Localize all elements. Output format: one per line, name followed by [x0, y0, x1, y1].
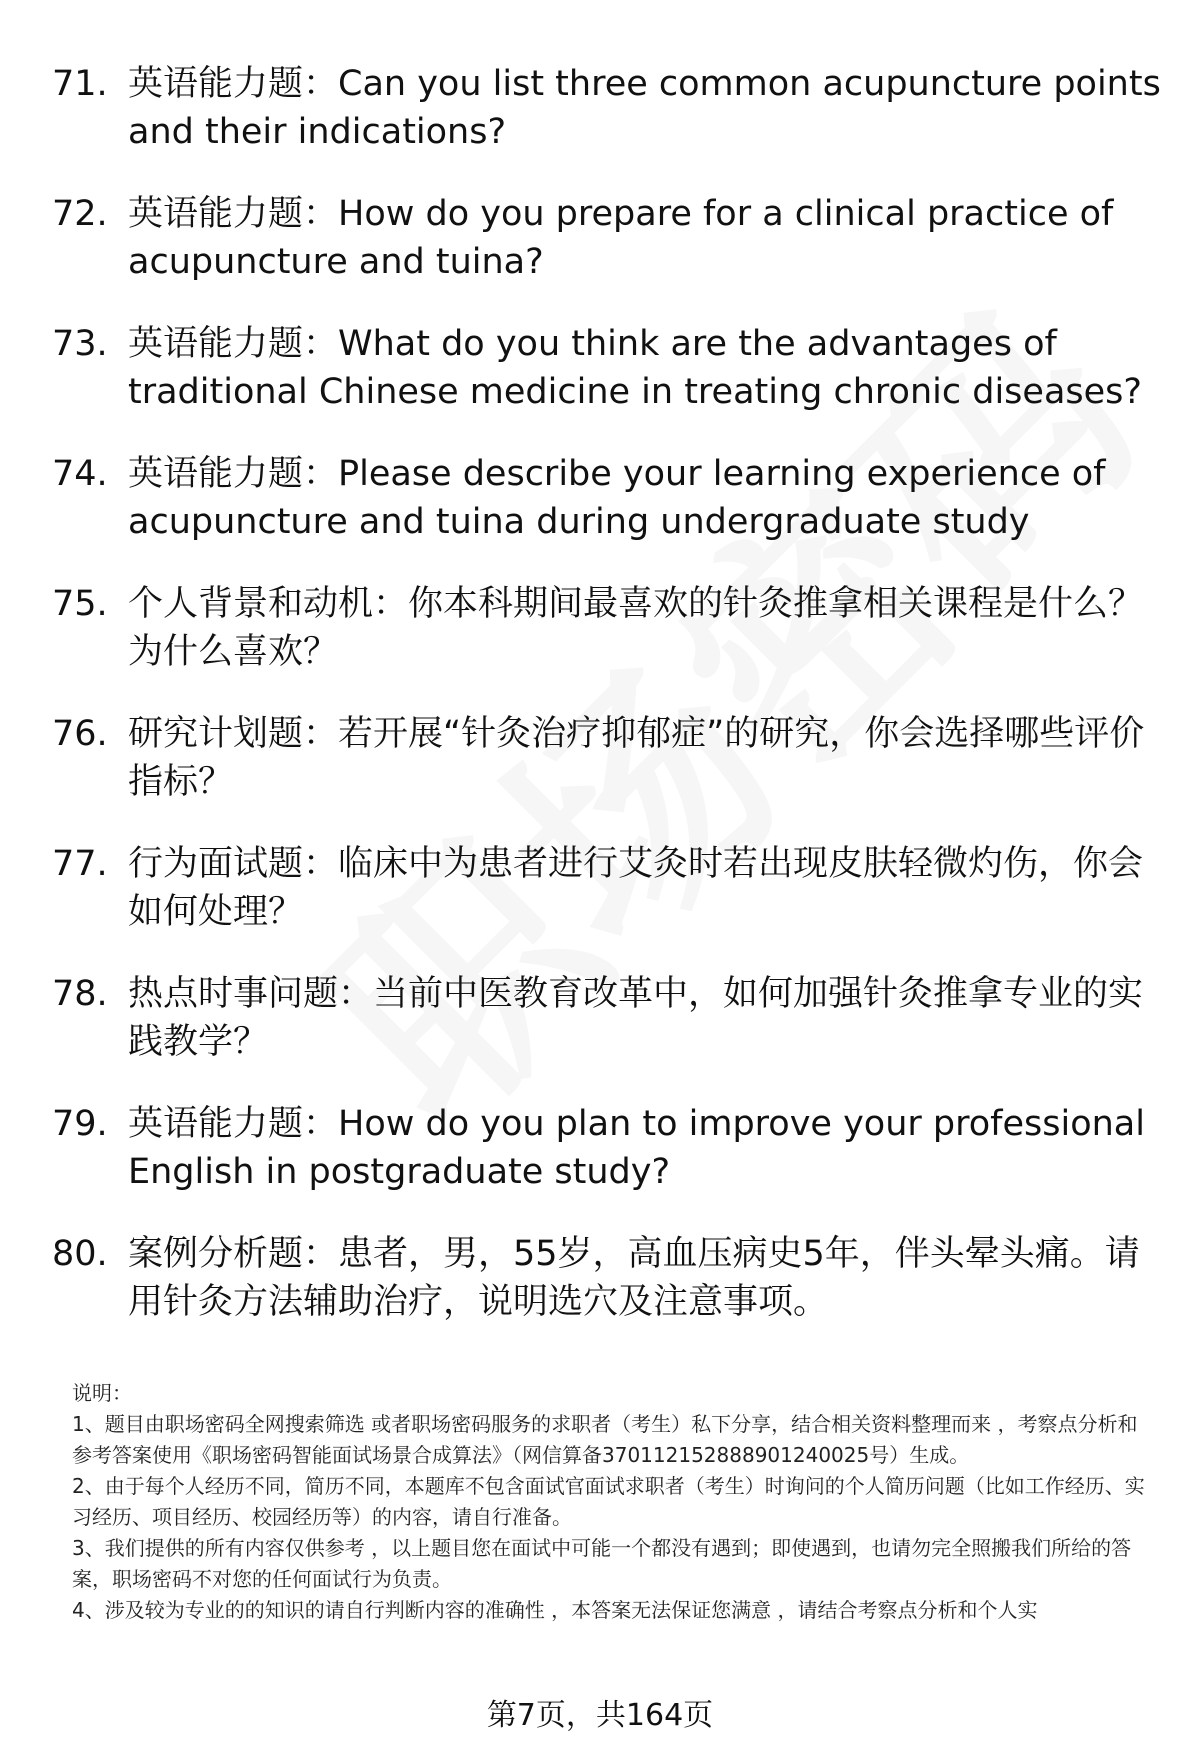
question-item: [52, 840, 1162, 936]
question-number: 73.: [52, 324, 108, 364]
question-number: 75.: [52, 584, 108, 624]
question-number: 77.: [52, 844, 108, 884]
question-number: 74.: [52, 454, 108, 494]
question-item: [52, 580, 1162, 676]
question-text: 个人背景和动机：你本科期间最喜欢的针灸推拿相关课程是什么？为什么喜欢？: [128, 584, 1144, 672]
question-text: 热点时事问题：当前中医教育改革中，如何加强针灸推拿专业的实践教学？: [128, 974, 1144, 1062]
question-item: [52, 190, 1162, 286]
question-text: 研究计划题：若开展“针灸治疗抑郁症”的研究，你会选择哪些评价指标？: [128, 714, 1145, 802]
question-item: [52, 60, 1162, 156]
question-text: 英语能力题：What do you think are the advantages of traditional Chinese medicine in treating chronic diseases?: [128, 324, 1142, 412]
question-item: [52, 450, 1162, 546]
notes-section: [72, 1378, 1152, 1626]
question-number: 78.: [52, 974, 108, 1014]
question-item: [52, 1230, 1162, 1326]
note-item: 4、涉及较为专业的的知识的请自行判断内容的准确性 ，本答案无法保证您满意 ，请结合考察点分析和个人实: [72, 1598, 1038, 1622]
question-number: 76.: [52, 714, 108, 754]
question-item: [52, 970, 1162, 1066]
question-item: [52, 320, 1162, 416]
question-item: [52, 710, 1162, 806]
page-footer: [0, 1696, 1200, 1736]
note-item: 2、由于每个人经历不同，简历不同，本题库不包含面试官面试求职者（考生）时询问的个人简历问题（比如工作经历、实习经历、项目经历、校园经历等）的内容，请自行准备。: [72, 1474, 1145, 1529]
question-text: 英语能力题：Please describe your learning experience of acupuncture and tuina during undergraduate study: [128, 454, 1106, 542]
question-text: 英语能力题：Can you list three common acupuncture points and their indications?: [128, 64, 1161, 152]
question-text: 案例分析题：患者，男，55岁，高血压病史5年，伴头晕头痛。请用针灸方法辅助治疗，说明选穴及注意事项。: [128, 1234, 1140, 1322]
note-item: 3、我们提供的所有内容仅供参考 ，以上题目您在面试中可能一个都没有遇到；即使遇到，也请勿完全照搬我们所给的答案，职场密码不对您的任何面试行为负责。: [72, 1536, 1132, 1591]
question-text: 行为面试题：临床中为患者进行艾灸时若出现皮肤轻微灼伤，你会如何处理？: [128, 844, 1144, 932]
page-number-label: 第7页，共164页: [486, 1698, 714, 1733]
question-number: 79.: [52, 1104, 108, 1144]
question-number: 72.: [52, 194, 108, 234]
question-list: [52, 60, 1162, 1360]
question-number: 71.: [52, 64, 108, 104]
question-item: [52, 1100, 1162, 1196]
question-text: 英语能力题：How do you prepare for a clinical practice of acupuncture and tuina?: [128, 194, 1114, 282]
notes-title: 说明：: [72, 1381, 132, 1405]
question-text: 英语能力题：How do you plan to improve your professional English in postgraduate study?: [128, 1104, 1145, 1192]
note-item: 1、题目由职场密码全网搜索筛选 或者职场密码服务的求职者（考生）私下分享，结合相关资料整理而来 ，考察点分析和参考答案使用《职场密码智能面试场景合成算法》（网信算备370112152888901240025号）生成。: [72, 1412, 1138, 1467]
question-number: 80.: [52, 1234, 108, 1274]
